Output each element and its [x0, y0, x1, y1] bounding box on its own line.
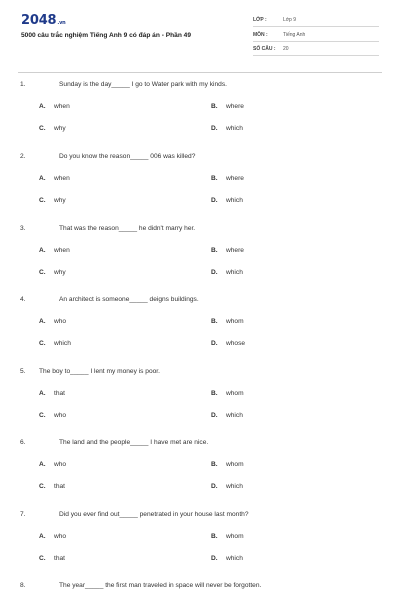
option-text: whom: [226, 461, 244, 468]
option-label: B.: [211, 390, 218, 397]
option-label: B.: [211, 175, 218, 182]
question-text: Did you ever find out_____ penetrated in your house last month?: [59, 511, 249, 518]
option-d[interactable]: [211, 555, 243, 562]
document-title: 5000 câu trắc nghiệm Tiếng Anh 9 có đáp án - Phần 49: [21, 32, 192, 39]
question-number: 8.: [20, 582, 26, 589]
option-label: D.: [211, 197, 218, 204]
option-label: B.: [211, 461, 218, 468]
option-c[interactable]: [39, 555, 65, 562]
option-text: who: [54, 461, 67, 468]
option-label: A.: [39, 318, 46, 325]
option-text: whom: [226, 390, 244, 397]
question-number: 1.: [20, 81, 26, 88]
option-c[interactable]: [39, 197, 66, 204]
option-text: which: [226, 197, 243, 204]
option-text: whom: [226, 533, 244, 540]
option-b[interactable]: [211, 175, 244, 182]
meta-subject-row: [253, 29, 379, 42]
question-4: [0, 296, 400, 368]
option-label: C.: [39, 483, 46, 490]
logo-domain-suffix: .vn: [57, 20, 66, 26]
option-text: which: [226, 125, 243, 132]
question-number: 5.: [20, 368, 26, 375]
question-text: Do you know the reason_____ 006 was killed?: [59, 153, 196, 160]
option-a[interactable]: [39, 318, 66, 325]
option-label: D.: [211, 483, 218, 490]
option-label: A.: [39, 103, 46, 110]
option-label: B.: [211, 318, 218, 325]
option-label: C.: [39, 125, 46, 132]
question-text: The year_____ the first man traveled in space will never be forgotten.: [59, 582, 262, 589]
option-label: C.: [39, 412, 46, 419]
option-b[interactable]: [211, 247, 244, 254]
option-text: why: [54, 269, 66, 276]
option-c[interactable]: [39, 412, 66, 419]
option-b[interactable]: [211, 103, 244, 110]
option-a[interactable]: [39, 247, 70, 254]
option-d[interactable]: [211, 412, 243, 419]
option-c[interactable]: [39, 340, 71, 347]
option-label: D.: [211, 555, 218, 562]
question-8: [0, 582, 400, 600]
option-text: which: [54, 340, 71, 347]
option-d[interactable]: [211, 340, 245, 347]
question-text: Sunday is the day_____ I go to Water park with my kinds.: [59, 81, 227, 88]
question-number: 6.: [20, 439, 26, 446]
question-7: [0, 511, 400, 583]
option-c[interactable]: [39, 483, 65, 490]
option-label: D.: [211, 412, 218, 419]
question-2: [0, 153, 400, 225]
meta-count-row: [253, 43, 379, 56]
option-text: that: [54, 390, 65, 397]
question-6: [0, 439, 400, 511]
option-a[interactable]: [39, 390, 65, 397]
option-text: who: [54, 412, 67, 419]
question-number: 7.: [20, 511, 26, 518]
site-logo[interactable]: 2048.vn: [21, 13, 66, 28]
option-label: A.: [39, 175, 46, 182]
option-label: A.: [39, 461, 46, 468]
option-label: C.: [39, 197, 46, 204]
meta-count-value: 20: [283, 46, 289, 52]
option-text: whom: [226, 318, 244, 325]
question-text: The land and the people_____ I have met are nice.: [59, 439, 209, 446]
option-text: which: [226, 269, 243, 276]
option-d[interactable]: [211, 125, 243, 132]
option-d[interactable]: [211, 197, 243, 204]
question-text: An architect is someone_____ deigns buildings.: [59, 296, 199, 303]
question-5: [0, 368, 400, 440]
meta-grade-row: [253, 14, 379, 27]
option-text: that: [54, 555, 65, 562]
option-text: which: [226, 412, 243, 419]
option-label: A.: [39, 247, 46, 254]
option-label: D.: [211, 269, 218, 276]
option-text: where: [226, 175, 244, 182]
option-label: C.: [39, 555, 46, 562]
option-text: when: [54, 103, 70, 110]
option-a[interactable]: [39, 103, 70, 110]
option-text: where: [226, 247, 244, 254]
meta-subject-label: MÔN :: [253, 32, 268, 38]
option-c[interactable]: [39, 125, 66, 132]
meta-grade-value: Lớp 9: [283, 17, 297, 23]
option-text: whose: [226, 340, 246, 347]
option-label: B.: [211, 247, 218, 254]
question-text: That was the reason_____ he didn't marry her.: [59, 225, 196, 232]
option-d[interactable]: [211, 483, 243, 490]
question-text: The boy to_____ I lent my money is poor.: [39, 368, 160, 375]
question-number: 4.: [20, 296, 26, 303]
meta-count-label: SỐ CÂU :: [253, 46, 276, 52]
option-text: why: [54, 197, 66, 204]
option-d[interactable]: [211, 269, 243, 276]
option-label: A.: [39, 533, 46, 540]
option-text: who: [54, 318, 67, 325]
option-text: that: [54, 483, 65, 490]
option-a[interactable]: [39, 533, 66, 540]
question-1: [0, 81, 400, 153]
option-label: B.: [211, 103, 218, 110]
option-text: who: [54, 533, 67, 540]
option-label: C.: [39, 340, 46, 347]
option-c[interactable]: [39, 269, 66, 276]
option-text: which: [226, 555, 243, 562]
question-number: 2.: [20, 153, 26, 160]
option-label: D.: [211, 340, 218, 347]
option-label: A.: [39, 390, 46, 397]
option-b[interactable]: [211, 461, 244, 468]
option-text: which: [226, 483, 243, 490]
option-text: why: [54, 125, 66, 132]
option-text: where: [226, 103, 244, 110]
option-text: when: [54, 247, 70, 254]
option-a[interactable]: [39, 175, 70, 182]
question-3: [0, 225, 400, 297]
meta-grade-label: LỚP :: [253, 17, 267, 23]
option-b[interactable]: [211, 390, 244, 397]
option-label: C.: [39, 269, 46, 276]
option-b[interactable]: [211, 318, 244, 325]
option-b[interactable]: [211, 533, 244, 540]
option-label: D.: [211, 125, 218, 132]
option-label: B.: [211, 533, 218, 540]
question-number: 3.: [20, 225, 26, 232]
document-header: [0, 0, 400, 70]
header-divider: [18, 72, 382, 73]
option-a[interactable]: [39, 461, 66, 468]
option-text: when: [54, 175, 70, 182]
meta-subject-value: Tiếng Anh: [283, 32, 306, 38]
